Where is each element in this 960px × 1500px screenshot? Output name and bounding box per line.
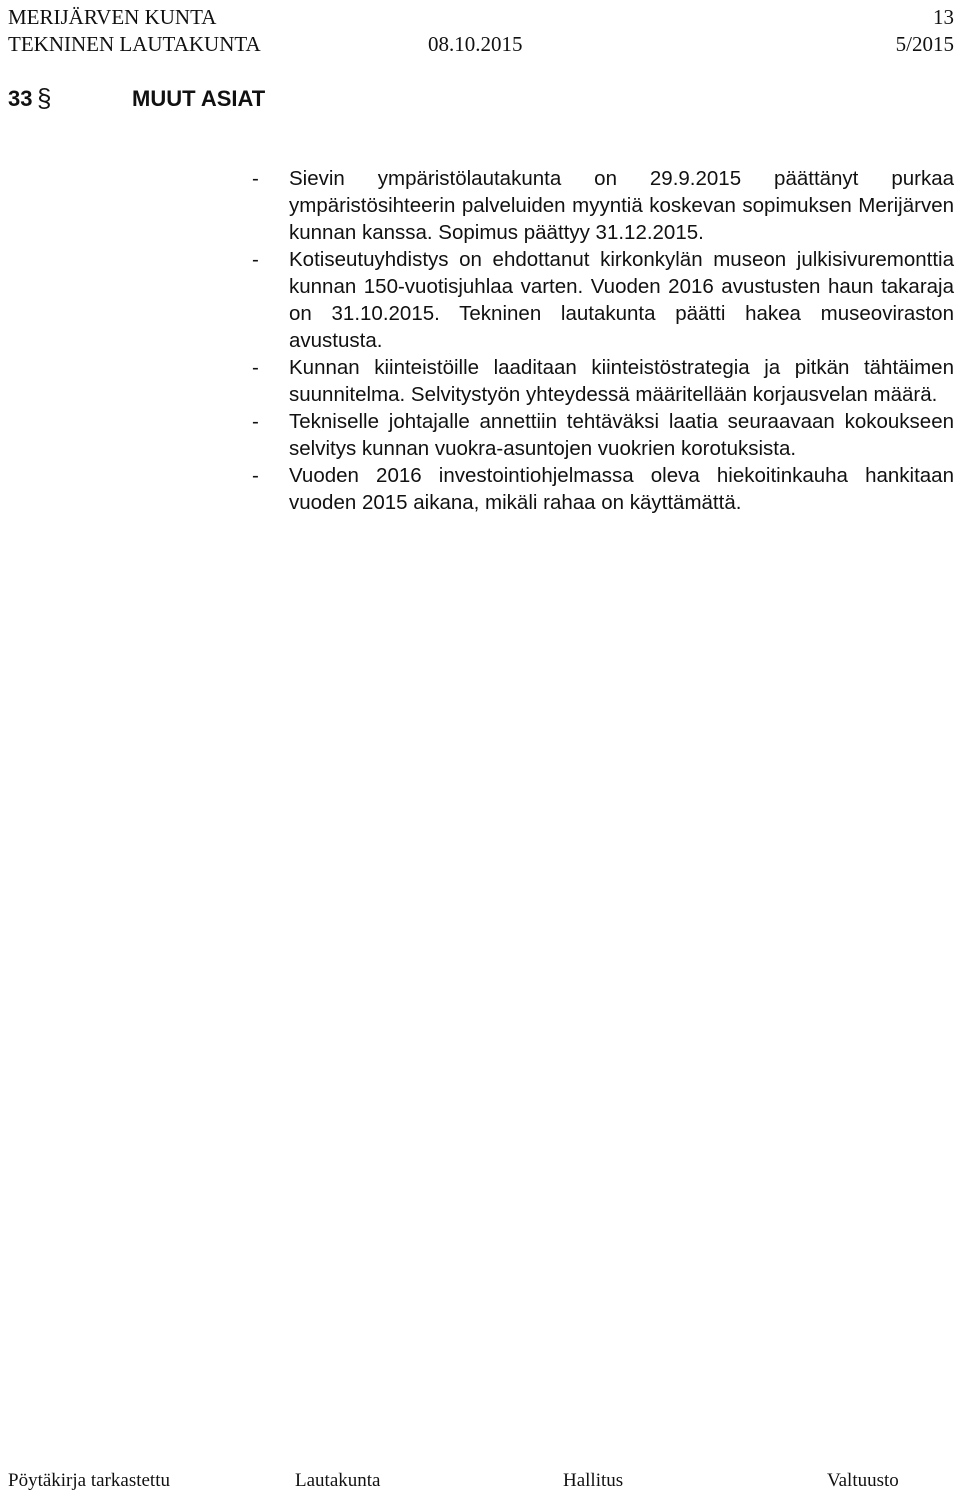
page-number: 13	[933, 5, 954, 29]
item-text: Kotiseutuyhdistys on ehdottanut kirkonkylän museon julkisivuremonttia kunnan 150-vuotisjuhlaa varten. Vuoden 2016 avustusten haun takaraja on 31.10.2015. Tekninen lautakunta päätti hakea museoviraston avustusta.	[289, 248, 954, 352]
item-text: Tekniselle johtajalle annettiin tehtäväksi laatia seuraavaan kokoukseen selvitys kunnan vuokra-asuntojen vuokrien korotuksista.	[289, 410, 954, 460]
list-item	[252, 165, 954, 246]
organization-name: MERIJÄRVEN KUNTA	[8, 5, 217, 29]
header-row-1	[8, 4, 954, 31]
page-footer	[8, 1470, 954, 1494]
header-row-2	[8, 31, 954, 58]
item-text: Vuoden 2016 investointiohjelmassa oleva hiekoitinkauha hankitaan vuoden 2015 aikana, mikäli rahaa on käyttämättä.	[289, 464, 954, 514]
item-text: Sievin ympäristölautakunta on 29.9.2015 päättänyt purkaa ympäristösihteerin palveluiden myyntiä koskevan sopimuksen Merijärven kunnan kanssa. Sopimus päättyy 31.12.2015.	[289, 167, 954, 244]
section-symbol: §	[37, 83, 52, 113]
agenda-items-list	[252, 165, 954, 516]
footer-council: Valtuusto	[827, 1470, 899, 1491]
footer-government: Hallitus	[563, 1470, 624, 1491]
bullet-dash: -	[252, 248, 259, 271]
list-item	[252, 462, 954, 516]
footer-board: Lautakunta	[295, 1470, 381, 1491]
footer-minutes-checked: Pöytäkirja tarkastettu	[8, 1470, 170, 1491]
bullet-dash: -	[252, 464, 259, 487]
item-text: Kunnan kiinteistöille laaditaan kiinteistöstrategia ja pitkän tähtäimen suunnitelma. Selvitystyön yhteydessä määritellään korjausvelan määrä.	[289, 356, 954, 406]
bullet-dash: -	[252, 167, 259, 190]
meeting-date: 08.10.2015	[428, 32, 523, 56]
bullet-dash: -	[252, 410, 259, 433]
meeting-number: 5/2015	[895, 32, 954, 56]
page-header	[8, 4, 954, 58]
list-item	[252, 354, 954, 408]
list-item	[252, 408, 954, 462]
committee-name: TEKNINEN LAUTAKUNTA	[8, 32, 261, 56]
section-number: 33	[8, 86, 33, 111]
bullet-dash: -	[252, 356, 259, 379]
section-title: MUUT ASIAT	[132, 86, 266, 111]
list-item	[252, 246, 954, 354]
